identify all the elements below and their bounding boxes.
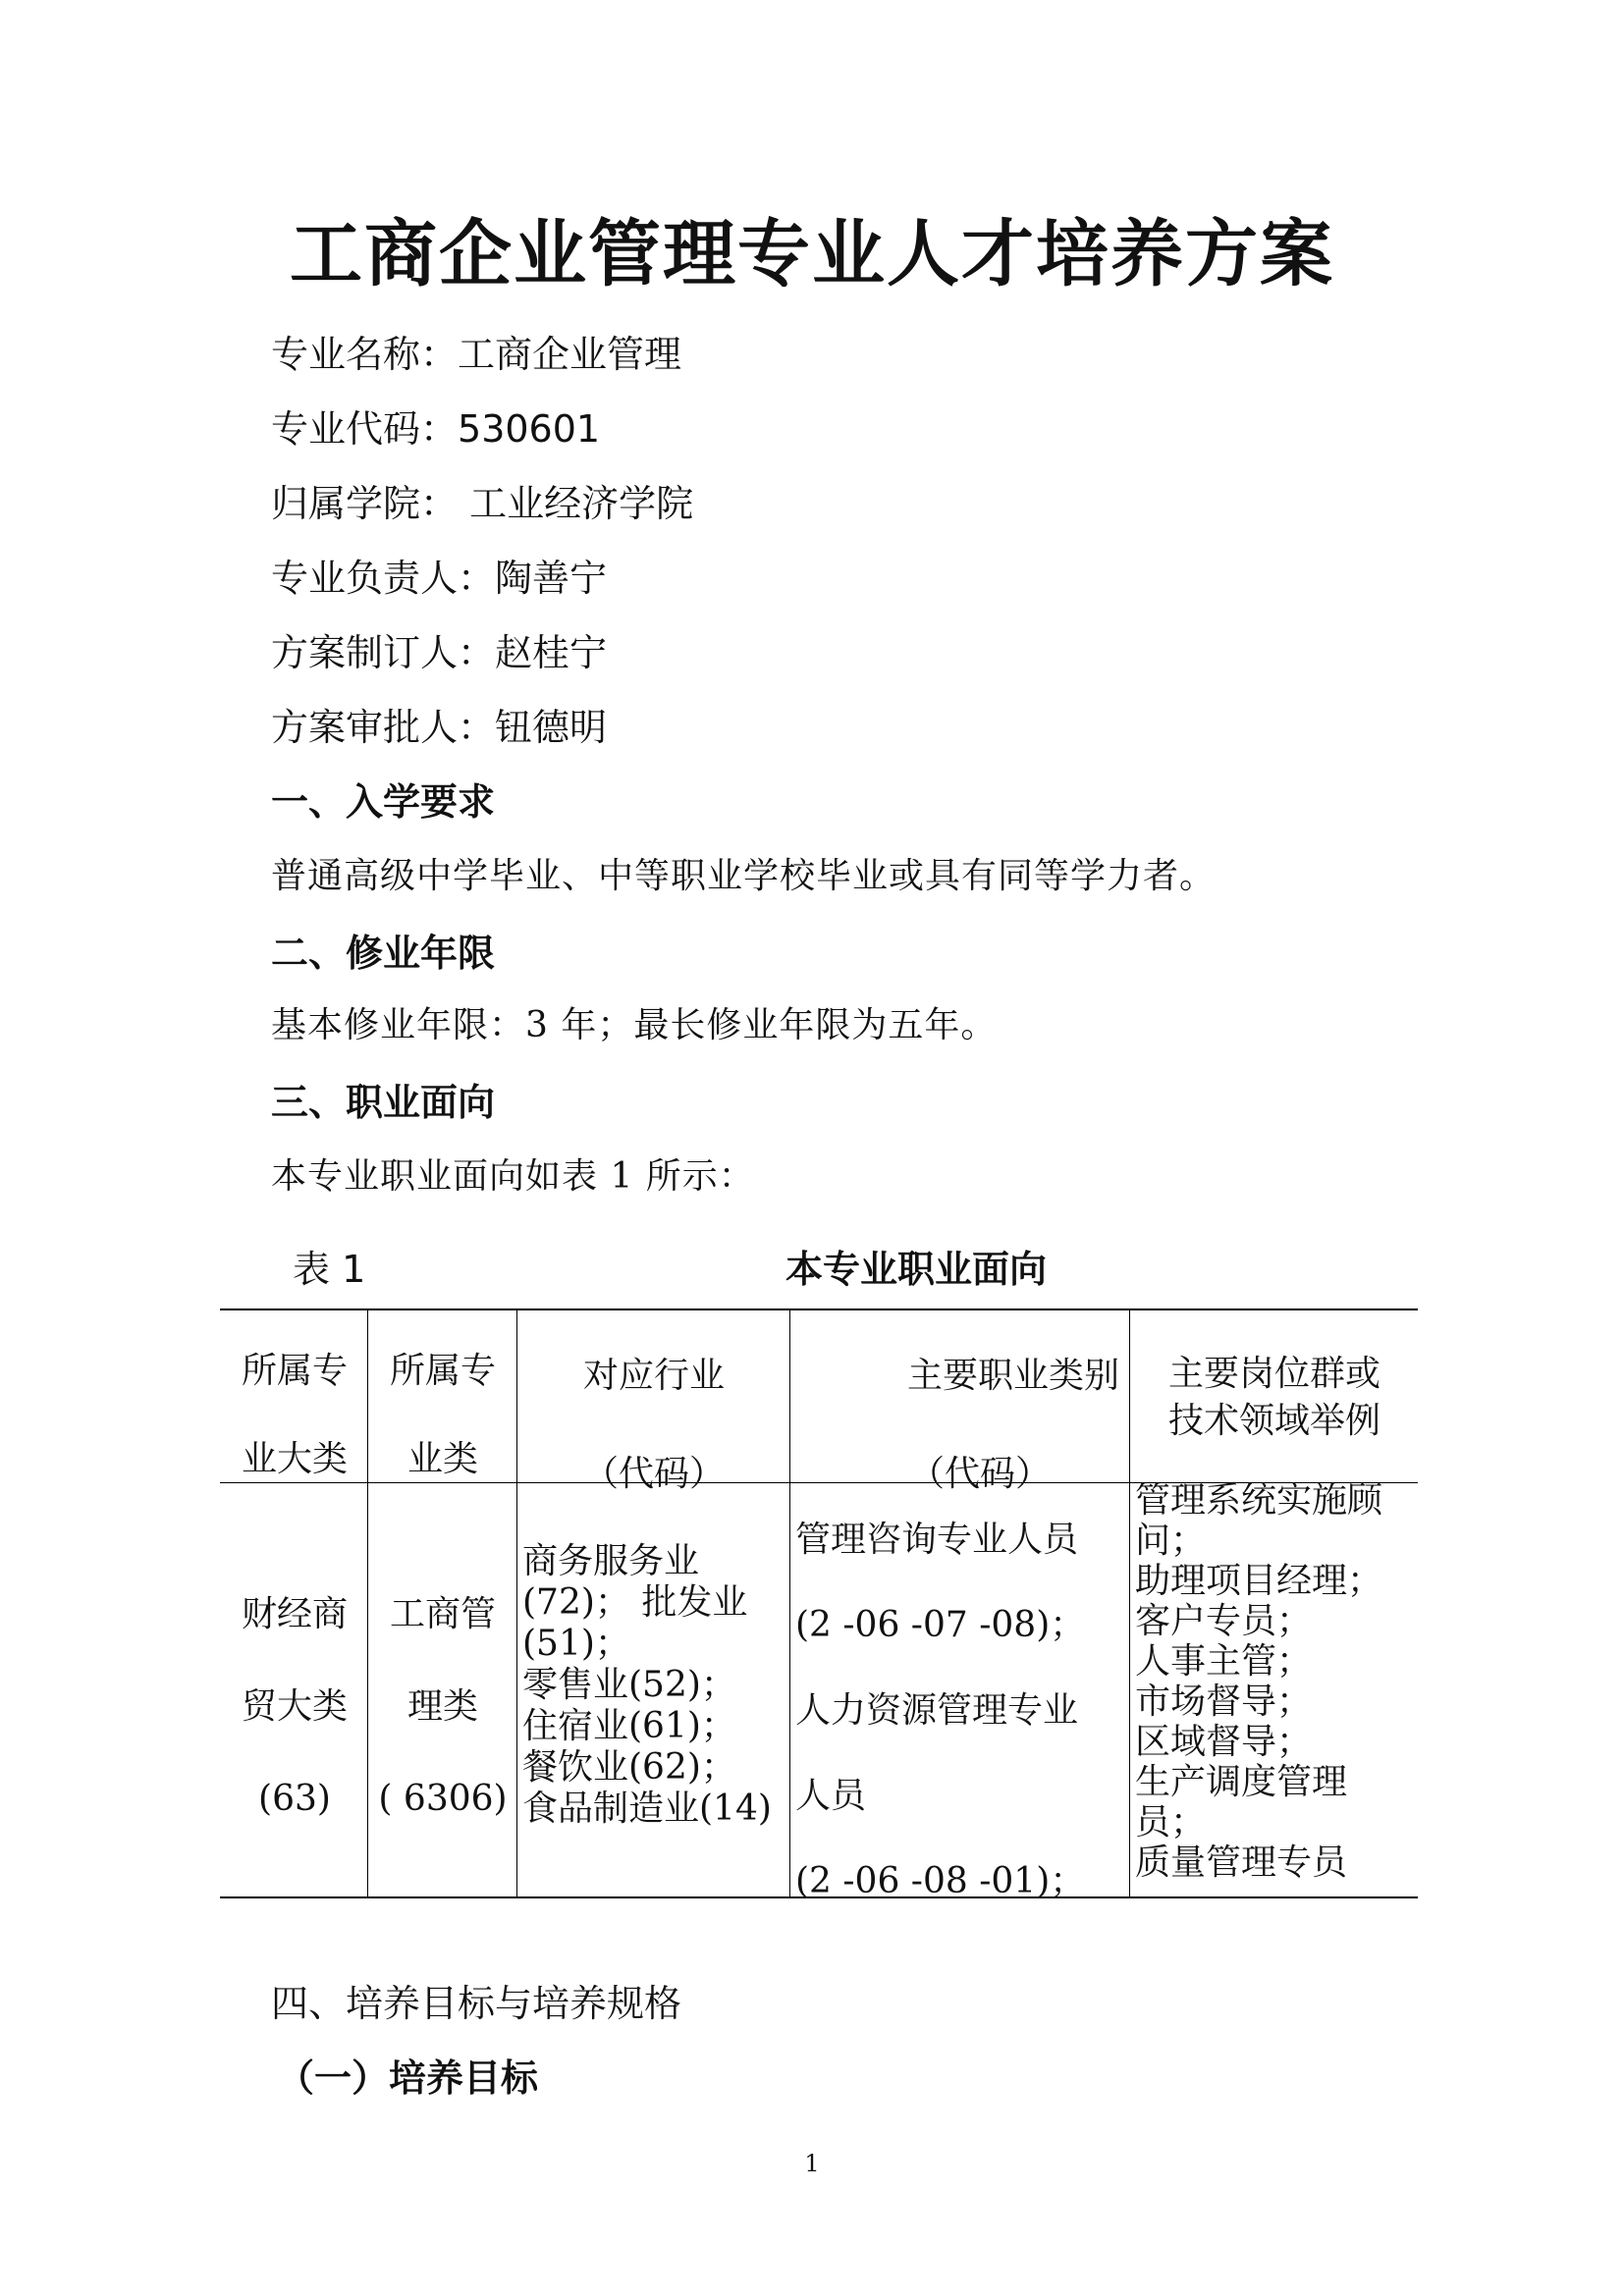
info-college — [271, 473, 693, 527]
header-line: 主要职业类别 — [906, 1356, 1119, 1396]
header-line: 技术领域举例 — [1167, 1401, 1380, 1441]
info-major-head — [271, 548, 607, 602]
info-label: 专业名称： — [271, 333, 459, 376]
section-heading-career: 三、职业面向 — [271, 1081, 496, 1124]
cell-line: 零售业(52)； — [522, 1665, 736, 1705]
info-major-code — [271, 399, 600, 453]
header-line: 主要岗位群或 — [1167, 1354, 1380, 1394]
info-label: 归属学院： — [271, 482, 459, 525]
section-heading-admission: 一、入学要求 — [271, 780, 496, 824]
cell-line: (51)； — [522, 1624, 630, 1664]
table-caption-title: 本专业职业面向 — [785, 1248, 1048, 1291]
section-heading-duration: 二、修业年限 — [271, 932, 496, 975]
info-major-name — [271, 324, 681, 378]
table-column-divider — [1129, 1308, 1130, 1897]
cell-line: 理类 — [406, 1686, 478, 1727]
section-body-career: 本专业职业面向如表 1 所示： — [271, 1156, 755, 1197]
info-value: 工业经济学院 — [458, 482, 694, 525]
page-number: 1 — [804, 2150, 820, 2177]
table-header-occupation — [791, 1327, 1129, 1523]
cell-line: 商务服务业 — [522, 1541, 700, 1581]
table-column-divider — [789, 1308, 790, 1897]
info-value: 530601 — [458, 407, 601, 451]
cell-line: (2 -06 -07 -08)； — [795, 1605, 1086, 1645]
cell-line: 人事主管； — [1135, 1641, 1313, 1682]
header-line: 所属专 — [241, 1351, 348, 1391]
header-line: 所属专 — [389, 1351, 496, 1391]
header-line: 业大类 — [241, 1439, 348, 1479]
cell-line: 生产调度管理 — [1135, 1762, 1348, 1802]
table-top-rule — [220, 1308, 1418, 1310]
header-line: 业类 — [406, 1439, 478, 1479]
table-column-divider — [516, 1308, 517, 1897]
info-value: 钮德明 — [495, 706, 608, 749]
info-label: 方案审批人： — [271, 706, 496, 749]
cell-line: 人员 — [795, 1776, 867, 1816]
cell-line: (72)； 批发业 — [522, 1582, 748, 1623]
cell-line: 管理系统实施顾 — [1135, 1480, 1383, 1521]
table-cell-positions — [1135, 1480, 1416, 1883]
cell-line: 助理项目经理； — [1135, 1561, 1383, 1601]
cell-line: 住宿业(61)； — [522, 1706, 736, 1746]
table-header-industry — [518, 1327, 789, 1523]
cell-line: (63) — [258, 1779, 331, 1819]
cell-line: 问； — [1135, 1521, 1207, 1561]
cell-line: 工商管 — [389, 1594, 496, 1634]
info-value: 工商企业管理 — [458, 333, 682, 376]
info-value: 陶善宁 — [495, 557, 608, 600]
cell-line: ( 6306) — [378, 1779, 508, 1819]
section-body-duration: 基本修业年限：3 年；最长修业年限为五年。 — [271, 1005, 998, 1045]
document-title: 工商企业管理专业人才培养方案 — [290, 212, 1334, 296]
table-header-subcategory — [369, 1327, 516, 1504]
cell-line: 区域督导； — [1135, 1722, 1313, 1762]
info-label: 专业负责人： — [271, 557, 496, 600]
table-header-category — [222, 1327, 367, 1504]
table-header-positions — [1131, 1351, 1418, 1445]
cell-line: 管理咨询专业人员 — [795, 1520, 1079, 1560]
cell-line: 食品制造业(14) — [522, 1789, 772, 1829]
info-plan-author — [271, 622, 607, 676]
header-line: （代码） — [909, 1454, 1052, 1494]
info-plan-approver — [271, 697, 607, 751]
cell-line: 客户专员； — [1135, 1601, 1313, 1641]
cell-line: 质量管理专员 — [1135, 1842, 1348, 1883]
cell-line: 财经商 — [241, 1594, 348, 1634]
cell-line: 市场督导； — [1135, 1682, 1313, 1722]
section-body-admission: 普通高级中学毕业、中等职业学校毕业或具有同等学力者。 — [271, 856, 1217, 896]
info-value: 赵桂宁 — [495, 631, 608, 674]
table-caption-label: 表 1 — [293, 1248, 366, 1291]
cell-line: 贸大类 — [241, 1686, 348, 1727]
cell-line: 餐饮业(62)； — [522, 1747, 736, 1788]
info-label: 专业代码： — [271, 407, 459, 451]
table-cell-category — [222, 1569, 367, 1845]
subsection-heading-goals: （一）培养目标 — [277, 2056, 539, 2100]
header-line: 对应行业 — [582, 1356, 725, 1396]
table-cell-occupation — [795, 1497, 1129, 1924]
section-heading-goals: 四、培养目标与培养规格 — [271, 1982, 682, 2025]
cell-line: 员； — [1135, 1802, 1207, 1842]
table-cell-subcategory — [369, 1569, 516, 1845]
table-column-divider — [367, 1308, 368, 1897]
header-line: （代码） — [582, 1454, 725, 1494]
table-cell-industry — [522, 1541, 787, 1830]
cell-line: 人力资源管理专业 — [795, 1690, 1079, 1731]
cell-line: (2 -06 -08 -01)； — [795, 1861, 1086, 1901]
info-label: 方案制订人： — [271, 631, 496, 674]
